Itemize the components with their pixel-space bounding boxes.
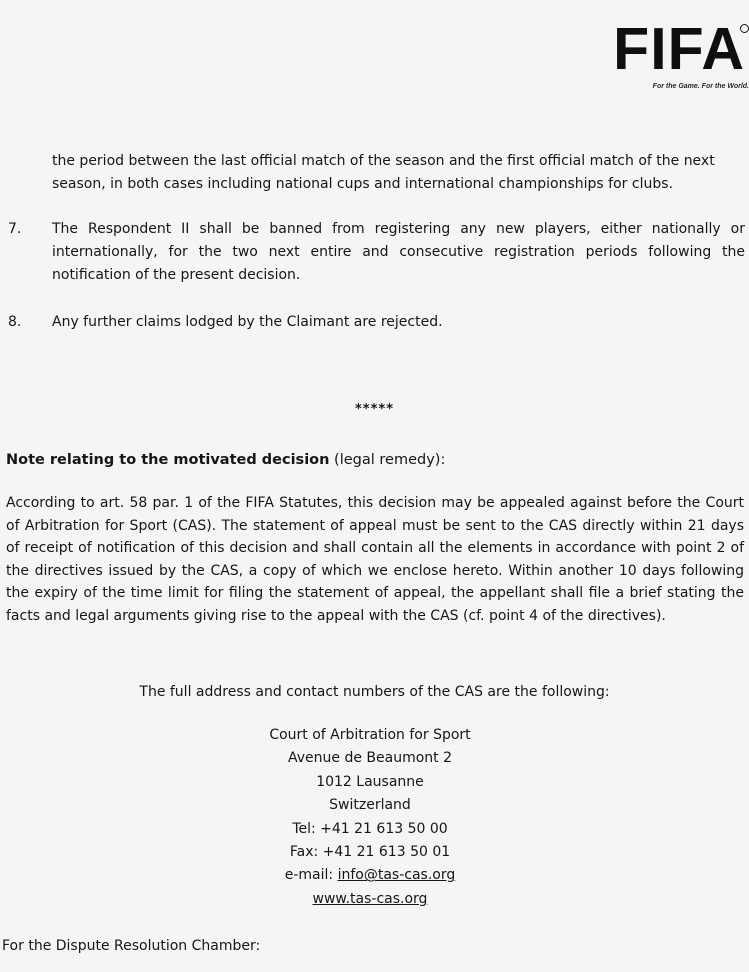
- address-intro: The full address and contact numbers of the CAS are the following:: [139, 684, 610, 700]
- fifa-logo: [605, 16, 749, 98]
- address-country: Switzerland: [329, 797, 411, 814]
- address-city: 1012 Lausanne: [316, 773, 424, 790]
- email-label: e-mail:: [284, 867, 338, 884]
- address-tel: Tel: +41 21 613 50 00: [292, 820, 448, 837]
- address-street: Avenue de Beaumont 2: [287, 750, 452, 767]
- note-body-paragraph: According to art. 58 par. 1 of the FIFA Statutes, this decision may be appealed against before the Court of Arbitration for Sport (CAS). The statement of appeal must be sent to the CAS directly within 21 days of receipt of notification of this decision and shall contain all the elements in accordance with point 2 of the directives issued by the CAS, a copy of which we enclose hereto. Within another 10 days following the expiry of the time limit for filing the statement of appeal, the appellant shall file a brief stating the facts and legal arguments giving rise to the appeal with the CAS (cf. point 4 of the directives).: [6, 495, 744, 624]
- item-number: 8.: [8, 314, 22, 330]
- note-heading-rest: (legal remedy):: [329, 452, 446, 468]
- item-text: Any further claims lodged by the Claimant are rejected.: [52, 314, 443, 330]
- fifa-logo-wordmark: FIFA: [613, 16, 745, 82]
- section-separator: *****: [355, 402, 394, 417]
- item-text: The Respondent II shall be banned from registering any new players, either nationally or internationally, for the two next entire and consecutive registration periods following the notification of the present decision.: [52, 221, 745, 283]
- address-website-line: [220, 888, 520, 911]
- email-link[interactable]: info@tas-cas.org: [337, 867, 456, 884]
- registered-mark-icon: [740, 24, 749, 33]
- website-link[interactable]: www.tas-cas.org: [312, 890, 428, 907]
- item-number: 7.: [8, 221, 22, 237]
- cas-address-block: [220, 724, 520, 911]
- note-heading: [6, 449, 746, 471]
- signoff-line: For the Dispute Resolution Chamber:: [2, 938, 261, 954]
- note-heading-bold: Note relating to the motivated decision: [6, 452, 330, 468]
- address-organisation: Court of Arbitration for Sport: [269, 727, 471, 743]
- continued-paragraph: the period between the last official match of the season and the first official match of the next season, in both cases including national cups and international championships for clubs.: [52, 153, 715, 192]
- address-fax: Fax: +41 21 613 50 01: [289, 844, 451, 861]
- fifa-logo-tagline: For the Game. For the World.: [652, 83, 749, 90]
- address-email-line: [220, 864, 520, 887]
